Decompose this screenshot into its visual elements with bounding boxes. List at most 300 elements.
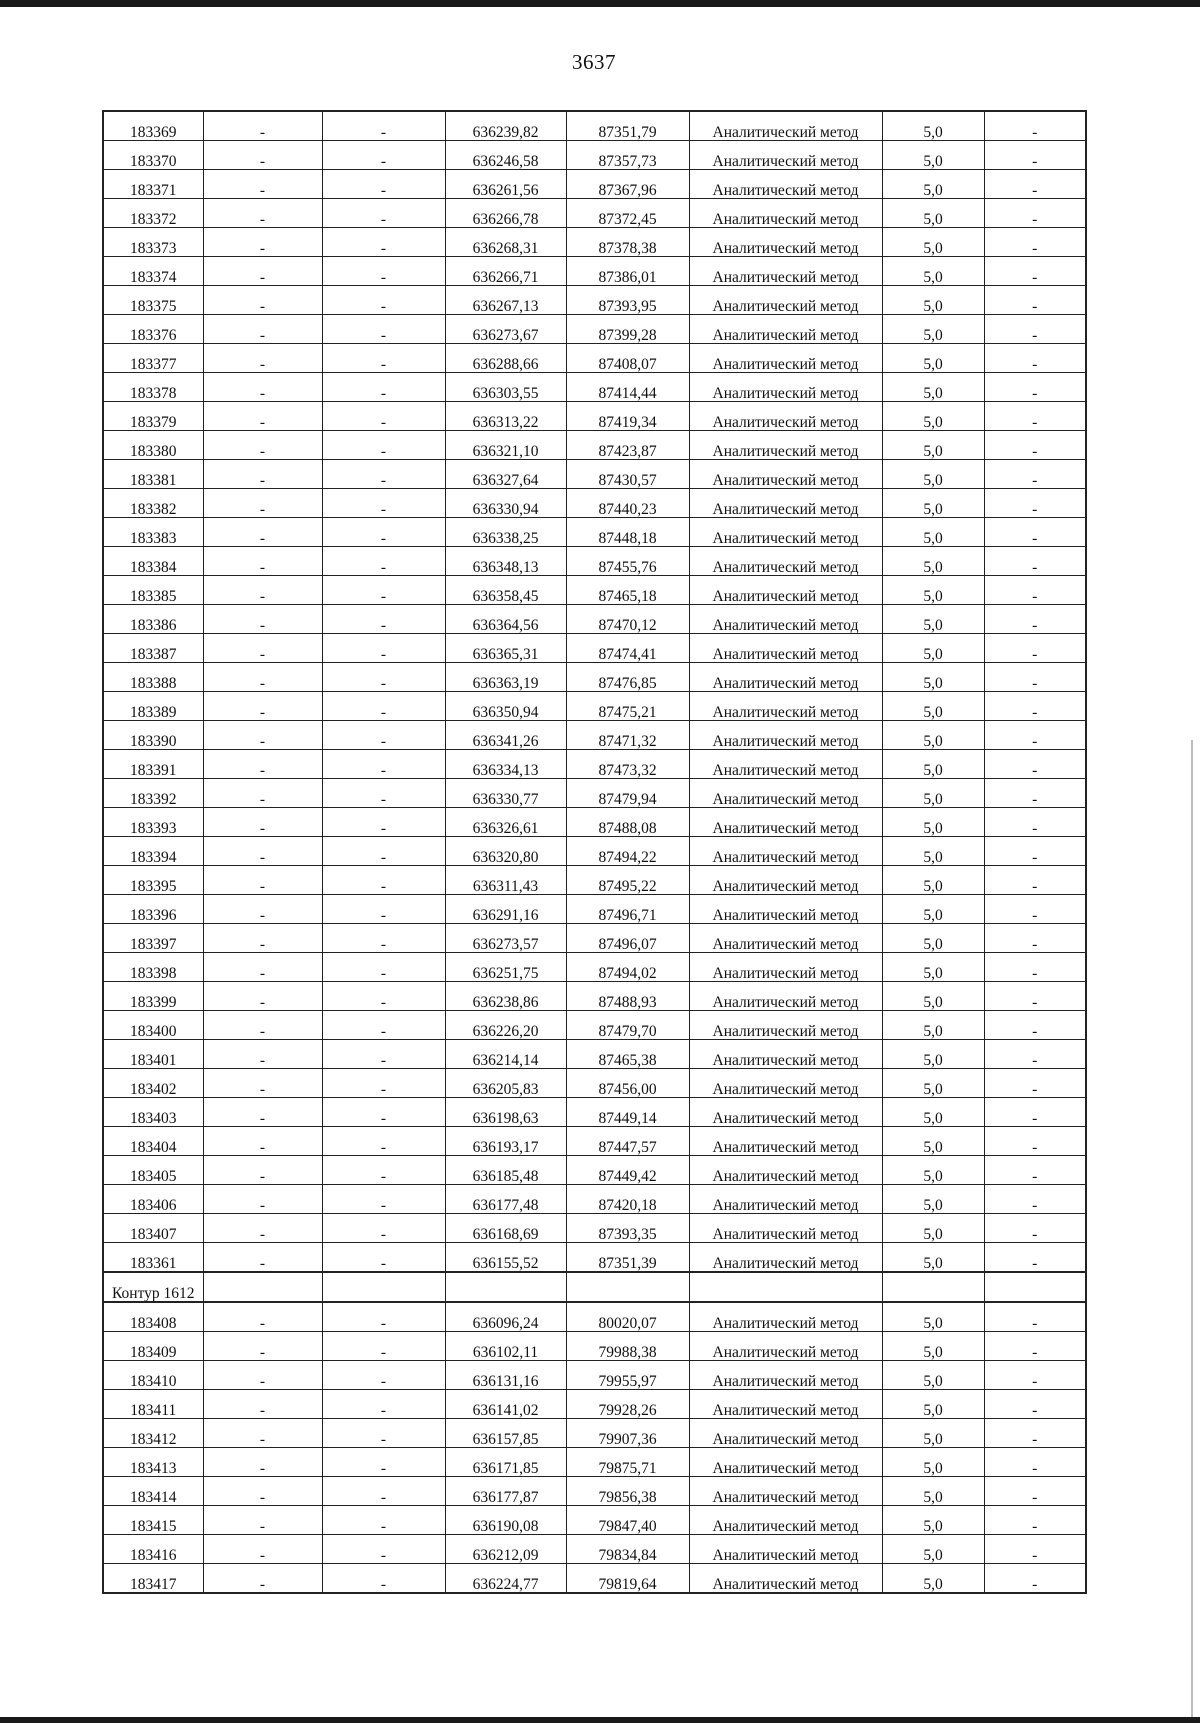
method-cell: Аналитический метод xyxy=(689,228,882,257)
empty-cell xyxy=(566,1272,689,1302)
table-row xyxy=(103,895,1086,924)
coord-y: 87494,22 xyxy=(566,837,689,866)
coord-x: 636251,75 xyxy=(445,953,566,982)
table-row xyxy=(103,605,1086,634)
dash-cell: - xyxy=(984,837,1086,866)
table-row xyxy=(103,257,1086,286)
accuracy-cell: 5,0 xyxy=(882,1185,984,1214)
dash-cell: - xyxy=(984,721,1086,750)
dash-cell: - xyxy=(984,1477,1086,1506)
dash-cell: - xyxy=(322,1302,445,1332)
dash-cell: - xyxy=(203,228,322,257)
coord-x: 636330,94 xyxy=(445,489,566,518)
coord-x: 636171,85 xyxy=(445,1448,566,1477)
dash-cell: - xyxy=(322,1185,445,1214)
coord-x: 636268,31 xyxy=(445,228,566,257)
coord-y: 79847,40 xyxy=(566,1506,689,1535)
coord-y: 87408,07 xyxy=(566,344,689,373)
accuracy-cell: 5,0 xyxy=(882,837,984,866)
method-cell: Аналитический метод xyxy=(689,837,882,866)
coord-y: 87419,34 xyxy=(566,402,689,431)
table-row xyxy=(103,837,1086,866)
coord-x: 636261,56 xyxy=(445,170,566,199)
method-cell: Аналитический метод xyxy=(689,518,882,547)
dash-cell: - xyxy=(322,170,445,199)
dash-cell: - xyxy=(984,518,1086,547)
dash-cell: - xyxy=(322,692,445,721)
dash-cell: - xyxy=(203,1098,322,1127)
dash-cell: - xyxy=(203,170,322,199)
table-row xyxy=(103,141,1086,170)
coord-x: 636226,20 xyxy=(445,1011,566,1040)
empty-cell xyxy=(689,1272,882,1302)
coord-x: 636131,16 xyxy=(445,1361,566,1390)
dash-cell: - xyxy=(322,1040,445,1069)
accuracy-cell: 5,0 xyxy=(882,1156,984,1185)
method-cell: Аналитический метод xyxy=(689,953,882,982)
point-id: 183397 xyxy=(103,924,203,953)
coord-x: 636273,57 xyxy=(445,924,566,953)
dash-cell: - xyxy=(203,1069,322,1098)
dash-cell: - xyxy=(203,576,322,605)
coord-y: 87475,21 xyxy=(566,692,689,721)
accuracy-cell: 5,0 xyxy=(882,605,984,634)
accuracy-cell: 5,0 xyxy=(882,1011,984,1040)
dash-cell: - xyxy=(322,1011,445,1040)
dash-cell: - xyxy=(322,547,445,576)
table-row xyxy=(103,721,1086,750)
dash-cell: - xyxy=(984,547,1086,576)
coord-y: 87473,32 xyxy=(566,750,689,779)
dash-cell: - xyxy=(984,315,1086,344)
coord-x: 636096,24 xyxy=(445,1302,566,1332)
dash-cell: - xyxy=(203,1243,322,1273)
scan-edge-line xyxy=(1191,740,1193,1720)
dash-cell: - xyxy=(322,1243,445,1273)
method-cell: Аналитический метод xyxy=(689,779,882,808)
accuracy-cell: 5,0 xyxy=(882,344,984,373)
coord-x: 636212,09 xyxy=(445,1535,566,1564)
point-id: 183410 xyxy=(103,1361,203,1390)
dash-cell: - xyxy=(984,402,1086,431)
dash-cell: - xyxy=(984,1098,1086,1127)
table-row xyxy=(103,1448,1086,1477)
method-cell: Аналитический метод xyxy=(689,605,882,634)
dash-cell: - xyxy=(984,1011,1086,1040)
dash-cell: - xyxy=(203,1535,322,1564)
accuracy-cell: 5,0 xyxy=(882,982,984,1011)
dash-cell: - xyxy=(203,315,322,344)
coord-x: 636338,25 xyxy=(445,518,566,547)
method-cell: Аналитический метод xyxy=(689,692,882,721)
table-row xyxy=(103,953,1086,982)
accuracy-cell: 5,0 xyxy=(882,460,984,489)
table-row xyxy=(103,1243,1086,1273)
method-cell: Аналитический метод xyxy=(689,1332,882,1361)
point-id: 183379 xyxy=(103,402,203,431)
table-row xyxy=(103,808,1086,837)
dash-cell: - xyxy=(984,692,1086,721)
table-row xyxy=(103,750,1086,779)
table-row xyxy=(103,779,1086,808)
table-row xyxy=(103,1361,1086,1390)
dash-cell: - xyxy=(203,1156,322,1185)
dash-cell: - xyxy=(984,1564,1086,1594)
dash-cell: - xyxy=(322,1419,445,1448)
point-id: 183387 xyxy=(103,634,203,663)
method-cell: Аналитический метод xyxy=(689,1069,882,1098)
accuracy-cell: 5,0 xyxy=(882,1243,984,1273)
dash-cell: - xyxy=(984,634,1086,663)
accuracy-cell: 5,0 xyxy=(882,1069,984,1098)
dash-cell: - xyxy=(322,779,445,808)
table-row xyxy=(103,460,1086,489)
empty-cell xyxy=(203,1272,322,1302)
dash-cell: - xyxy=(322,489,445,518)
point-id: 183389 xyxy=(103,692,203,721)
point-id: 183411 xyxy=(103,1390,203,1419)
dash-cell: - xyxy=(203,634,322,663)
coord-y: 87378,38 xyxy=(566,228,689,257)
dash-cell: - xyxy=(984,431,1086,460)
table-row xyxy=(103,1214,1086,1243)
dash-cell: - xyxy=(984,1535,1086,1564)
coord-x: 636288,66 xyxy=(445,344,566,373)
dash-cell: - xyxy=(322,1448,445,1477)
dash-cell: - xyxy=(984,576,1086,605)
coord-y: 87496,71 xyxy=(566,895,689,924)
table-section-contour-1612 xyxy=(103,1302,1086,1593)
accuracy-cell: 5,0 xyxy=(882,228,984,257)
dash-cell: - xyxy=(322,228,445,257)
point-id: 183403 xyxy=(103,1098,203,1127)
table-row xyxy=(103,344,1086,373)
dash-cell: - xyxy=(322,953,445,982)
accuracy-cell: 5,0 xyxy=(882,170,984,199)
method-cell: Аналитический метод xyxy=(689,141,882,170)
point-id: 183395 xyxy=(103,866,203,895)
accuracy-cell: 5,0 xyxy=(882,953,984,982)
dash-cell: - xyxy=(203,605,322,634)
dash-cell: - xyxy=(984,1506,1086,1535)
accuracy-cell: 5,0 xyxy=(882,1214,984,1243)
accuracy-cell: 5,0 xyxy=(882,866,984,895)
table-row xyxy=(103,1185,1086,1214)
dash-cell: - xyxy=(984,170,1086,199)
coord-x: 636224,77 xyxy=(445,1564,566,1594)
dash-cell: - xyxy=(203,1185,322,1214)
accuracy-cell: 5,0 xyxy=(882,286,984,315)
method-cell: Аналитический метод xyxy=(689,1448,882,1477)
method-cell: Аналитический метод xyxy=(689,431,882,460)
dash-cell: - xyxy=(203,837,322,866)
method-cell: Аналитический метод xyxy=(689,1243,882,1273)
accuracy-cell: 5,0 xyxy=(882,1535,984,1564)
method-cell: Аналитический метод xyxy=(689,1506,882,1535)
coord-x: 636266,71 xyxy=(445,257,566,286)
dash-cell: - xyxy=(322,111,445,141)
coord-x: 636311,43 xyxy=(445,866,566,895)
method-cell: Аналитический метод xyxy=(689,286,882,315)
dash-cell: - xyxy=(984,1448,1086,1477)
dash-cell: - xyxy=(203,1302,322,1332)
method-cell: Аналитический метод xyxy=(689,1040,882,1069)
dash-cell: - xyxy=(322,982,445,1011)
dash-cell: - xyxy=(322,808,445,837)
point-id: 183400 xyxy=(103,1011,203,1040)
dash-cell: - xyxy=(203,431,322,460)
dash-cell: - xyxy=(984,460,1086,489)
contour-label: Контур 1612 xyxy=(103,1272,203,1302)
point-id: 183385 xyxy=(103,576,203,605)
coord-y: 87420,18 xyxy=(566,1185,689,1214)
dash-cell: - xyxy=(984,199,1086,228)
dash-cell: - xyxy=(984,1419,1086,1448)
table-row xyxy=(103,547,1086,576)
dash-cell: - xyxy=(203,895,322,924)
dash-cell: - xyxy=(203,721,322,750)
dash-cell: - xyxy=(984,141,1086,170)
dash-cell: - xyxy=(203,1040,322,1069)
dash-cell: - xyxy=(203,286,322,315)
dash-cell: - xyxy=(322,402,445,431)
table-row xyxy=(103,1011,1086,1040)
dash-cell: - xyxy=(322,431,445,460)
coord-y: 87414,44 xyxy=(566,373,689,402)
table-row xyxy=(103,1127,1086,1156)
coord-y: 79955,97 xyxy=(566,1361,689,1390)
method-cell: Аналитический метод xyxy=(689,1477,882,1506)
dash-cell: - xyxy=(984,808,1086,837)
scan-top-border xyxy=(0,0,1200,7)
method-cell: Аналитический метод xyxy=(689,170,882,199)
accuracy-cell: 5,0 xyxy=(882,1419,984,1448)
dash-cell: - xyxy=(322,924,445,953)
point-id: 183391 xyxy=(103,750,203,779)
accuracy-cell: 5,0 xyxy=(882,489,984,518)
method-cell: Аналитический метод xyxy=(689,1214,882,1243)
coord-x: 636177,48 xyxy=(445,1185,566,1214)
point-id: 183399 xyxy=(103,982,203,1011)
point-id: 183402 xyxy=(103,1069,203,1098)
coord-y: 87386,01 xyxy=(566,257,689,286)
dash-cell: - xyxy=(322,1127,445,1156)
point-id: 183413 xyxy=(103,1448,203,1477)
dash-cell: - xyxy=(984,257,1086,286)
coord-x: 636330,77 xyxy=(445,779,566,808)
method-cell: Аналитический метод xyxy=(689,1011,882,1040)
accuracy-cell: 5,0 xyxy=(882,402,984,431)
dash-cell: - xyxy=(984,750,1086,779)
coord-y: 80020,07 xyxy=(566,1302,689,1332)
accuracy-cell: 5,0 xyxy=(882,895,984,924)
dash-cell: - xyxy=(203,199,322,228)
dash-cell: - xyxy=(984,1390,1086,1419)
coord-x: 636266,78 xyxy=(445,199,566,228)
dash-cell: - xyxy=(322,1564,445,1594)
accuracy-cell: 5,0 xyxy=(882,1390,984,1419)
method-cell: Аналитический метод xyxy=(689,1098,882,1127)
accuracy-cell: 5,0 xyxy=(882,141,984,170)
table-row xyxy=(103,402,1086,431)
coord-x: 636168,69 xyxy=(445,1214,566,1243)
dash-cell: - xyxy=(322,576,445,605)
coord-y: 87423,87 xyxy=(566,431,689,460)
point-id: 183378 xyxy=(103,373,203,402)
accuracy-cell: 5,0 xyxy=(882,373,984,402)
coordinates-table xyxy=(102,110,1087,1594)
coord-x: 636155,52 xyxy=(445,1243,566,1273)
table-row xyxy=(103,1535,1086,1564)
coord-y: 87479,94 xyxy=(566,779,689,808)
method-cell: Аналитический метод xyxy=(689,460,882,489)
coord-y: 79928,26 xyxy=(566,1390,689,1419)
point-id: 183390 xyxy=(103,721,203,750)
page-number: 3637 xyxy=(572,50,616,74)
method-cell: Аналитический метод xyxy=(689,1185,882,1214)
dash-cell: - xyxy=(984,373,1086,402)
method-cell: Аналитический метод xyxy=(689,402,882,431)
method-cell: Аналитический метод xyxy=(689,489,882,518)
dash-cell: - xyxy=(984,953,1086,982)
dash-cell: - xyxy=(984,779,1086,808)
dash-cell: - xyxy=(203,518,322,547)
dash-cell: - xyxy=(203,692,322,721)
table-row xyxy=(103,924,1086,953)
dash-cell: - xyxy=(984,1069,1086,1098)
table-row xyxy=(103,1098,1086,1127)
table-row xyxy=(103,315,1086,344)
point-id: 183394 xyxy=(103,837,203,866)
coord-x: 636363,19 xyxy=(445,663,566,692)
point-id: 183386 xyxy=(103,605,203,634)
coord-y: 87465,18 xyxy=(566,576,689,605)
dash-cell: - xyxy=(203,460,322,489)
accuracy-cell: 5,0 xyxy=(882,431,984,460)
point-id: 183371 xyxy=(103,170,203,199)
point-id: 183398 xyxy=(103,953,203,982)
dash-cell: - xyxy=(203,779,322,808)
table-row xyxy=(103,866,1086,895)
method-cell: Аналитический метод xyxy=(689,1564,882,1594)
method-cell: Аналитический метод xyxy=(689,721,882,750)
point-id: 183409 xyxy=(103,1332,203,1361)
table-row xyxy=(103,286,1086,315)
coord-y: 87440,23 xyxy=(566,489,689,518)
contour-header-row xyxy=(103,1272,1086,1302)
coord-x: 636348,13 xyxy=(445,547,566,576)
accuracy-cell: 5,0 xyxy=(882,1361,984,1390)
coord-y: 87430,57 xyxy=(566,460,689,489)
coord-y: 87393,95 xyxy=(566,286,689,315)
dash-cell: - xyxy=(203,1127,322,1156)
coord-x: 636102,11 xyxy=(445,1332,566,1361)
coord-x: 636239,82 xyxy=(445,111,566,141)
coord-x: 636321,10 xyxy=(445,431,566,460)
table-section-main xyxy=(103,111,1086,1272)
accuracy-cell: 5,0 xyxy=(882,111,984,141)
table-row xyxy=(103,982,1086,1011)
method-cell: Аналитический метод xyxy=(689,663,882,692)
coord-y: 87476,85 xyxy=(566,663,689,692)
accuracy-cell: 5,0 xyxy=(882,576,984,605)
point-id: 183370 xyxy=(103,141,203,170)
method-cell: Аналитический метод xyxy=(689,373,882,402)
coord-x: 636341,26 xyxy=(445,721,566,750)
dash-cell: - xyxy=(203,1448,322,1477)
dash-cell: - xyxy=(203,489,322,518)
method-cell: Аналитический метод xyxy=(689,982,882,1011)
dash-cell: - xyxy=(203,257,322,286)
table-row xyxy=(103,373,1086,402)
coord-x: 636365,31 xyxy=(445,634,566,663)
method-cell: Аналитический метод xyxy=(689,1127,882,1156)
coord-y: 87479,70 xyxy=(566,1011,689,1040)
method-cell: Аналитический метод xyxy=(689,808,882,837)
coord-x: 636267,13 xyxy=(445,286,566,315)
dash-cell: - xyxy=(203,1390,322,1419)
point-id: 183416 xyxy=(103,1535,203,1564)
accuracy-cell: 5,0 xyxy=(882,1448,984,1477)
accuracy-cell: 5,0 xyxy=(882,808,984,837)
coord-y: 79988,38 xyxy=(566,1332,689,1361)
coord-x: 636334,13 xyxy=(445,750,566,779)
coord-x: 636141,02 xyxy=(445,1390,566,1419)
table-row xyxy=(103,1564,1086,1594)
point-id: 183372 xyxy=(103,199,203,228)
dash-cell: - xyxy=(203,1506,322,1535)
dash-cell: - xyxy=(203,373,322,402)
dash-cell: - xyxy=(203,141,322,170)
accuracy-cell: 5,0 xyxy=(882,315,984,344)
coord-x: 636313,22 xyxy=(445,402,566,431)
dash-cell: - xyxy=(203,1214,322,1243)
method-cell: Аналитический метод xyxy=(689,1361,882,1390)
accuracy-cell: 5,0 xyxy=(882,257,984,286)
coord-y: 87357,73 xyxy=(566,141,689,170)
table-row xyxy=(103,1040,1086,1069)
point-id: 183415 xyxy=(103,1506,203,1535)
point-id: 183377 xyxy=(103,344,203,373)
coord-y: 87351,39 xyxy=(566,1243,689,1273)
dash-cell: - xyxy=(984,866,1086,895)
point-id: 183414 xyxy=(103,1477,203,1506)
method-cell: Аналитический метод xyxy=(689,750,882,779)
method-cell: Аналитический метод xyxy=(689,199,882,228)
method-cell: Аналитический метод xyxy=(689,111,882,141)
coord-y: 87474,41 xyxy=(566,634,689,663)
coord-y: 87448,18 xyxy=(566,518,689,547)
accuracy-cell: 5,0 xyxy=(882,721,984,750)
coord-y: 87372,45 xyxy=(566,199,689,228)
method-cell: Аналитический метод xyxy=(689,924,882,953)
coord-x: 636320,80 xyxy=(445,837,566,866)
dash-cell: - xyxy=(322,460,445,489)
dash-cell: - xyxy=(984,1302,1086,1332)
point-id: 183404 xyxy=(103,1127,203,1156)
point-id: 183407 xyxy=(103,1214,203,1243)
table-row xyxy=(103,1419,1086,1448)
point-id: 183361 xyxy=(103,1243,203,1273)
table-row xyxy=(103,111,1086,141)
empty-cell xyxy=(322,1272,445,1302)
table-row xyxy=(103,576,1086,605)
coord-y: 87488,08 xyxy=(566,808,689,837)
dash-cell: - xyxy=(322,1069,445,1098)
coord-y: 87471,32 xyxy=(566,721,689,750)
coord-y: 79907,36 xyxy=(566,1419,689,1448)
coord-x: 636193,17 xyxy=(445,1127,566,1156)
